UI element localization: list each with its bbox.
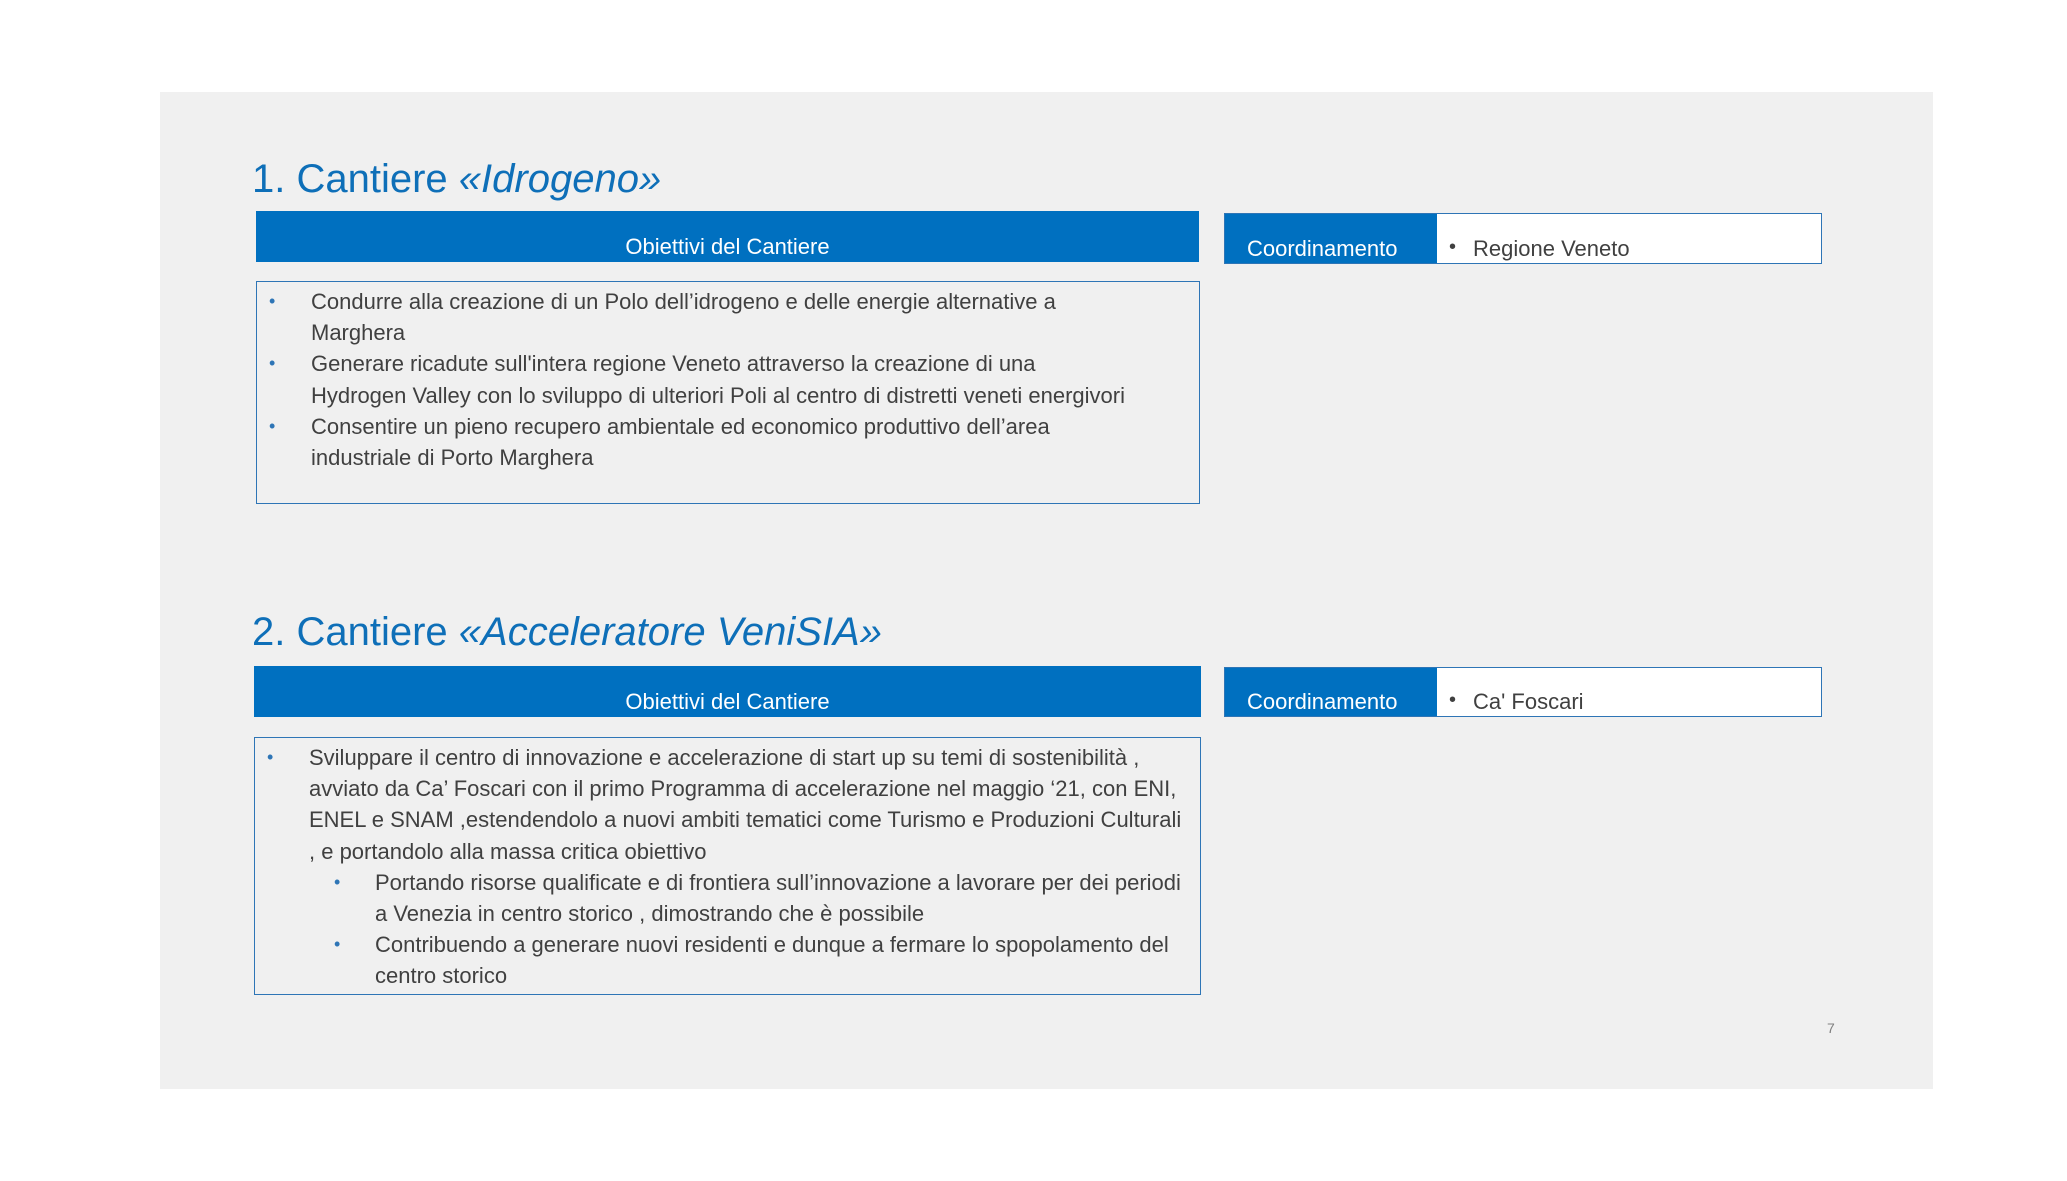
list-item-text: Portando risorse qualificate e di frontiera sull’innovazione a lavorare per dei periodi a Venezia in centro storico , dimostrando che è possibile bbox=[375, 869, 1181, 927]
section-1-coordination-box bbox=[1224, 213, 1822, 264]
bullet-icon: • bbox=[1449, 689, 1457, 711]
list-item-text: Contribuendo a generare nuovi residenti e dunque a fermare lo spopolamento del centro storico bbox=[375, 932, 1169, 989]
section-2-name: «Acceleratore VeniSIA» bbox=[458, 610, 882, 654]
bullet-icon: • bbox=[267, 747, 274, 767]
section-1-coordination-value bbox=[1437, 214, 1821, 263]
list-item bbox=[257, 286, 1129, 348]
list-sub-item bbox=[255, 867, 1186, 929]
bullet-icon: • bbox=[1449, 236, 1457, 258]
section-1-coordination-label bbox=[1225, 214, 1437, 263]
section-1-objectives-box bbox=[256, 281, 1200, 504]
section-1-objectives-label: Obiettivi del Cantiere bbox=[625, 234, 830, 259]
section-2-objectives-label: Obiettivi del Cantiere bbox=[625, 689, 830, 714]
list-item-text: Sviluppare il centro di innovazione e accelerazione di start up su temi di sostenibilità , avviato da Ca’ Foscari con il primo Programma di accelerazione nel maggio ‘21, con ENI, ENEL e SNAM ,estendendolo a nuovi ambiti tematici come Turismo e Produzioni Culturali , e portandolo alla massa critica obiettivo bbox=[309, 745, 1182, 864]
section-2-coordination-label bbox=[1225, 668, 1437, 716]
list-item-text: Generare ricadute sull'intera regione Veneto attraverso la creazione di una Hydrogen Valley con lo sviluppo di ulteriori Poli al centro di distretti veneti energivori bbox=[311, 351, 1125, 408]
list-item-text: Condurre alla creazione di un Polo dell’idrogeno e delle energie alternative a Marghera bbox=[311, 289, 1056, 346]
bullet-icon: • bbox=[269, 415, 276, 436]
section-1-objectives-header bbox=[256, 211, 1199, 262]
bullet-icon: • bbox=[269, 353, 276, 374]
list-item bbox=[255, 742, 1186, 867]
section-1-objectives-list bbox=[257, 286, 1129, 473]
list-item bbox=[257, 411, 1129, 473]
section-2-number: 2. Cantiere bbox=[252, 610, 459, 654]
page-number: 7 bbox=[1827, 1020, 1835, 1036]
bullet-icon: • bbox=[334, 871, 341, 892]
bullet-icon: • bbox=[269, 291, 276, 311]
bullet-icon: • bbox=[334, 934, 341, 955]
section-2-coordination-value-text: Ca' Foscari bbox=[1473, 689, 1584, 714]
section-2-objectives-list bbox=[255, 742, 1186, 992]
section-1-coordination-value-text: Regione Veneto bbox=[1473, 236, 1630, 261]
section-2-coordination-label-text: Coordinamento bbox=[1247, 689, 1398, 714]
list-item bbox=[257, 348, 1129, 410]
slide bbox=[160, 92, 1933, 1089]
section-2-objectives-box bbox=[254, 737, 1201, 995]
list-item-text: Consentire un pieno recupero ambientale ed economico produttivo dell’area industriale di Porto Marghera bbox=[311, 413, 1050, 471]
list-sub-item bbox=[255, 929, 1186, 991]
section-2-objectives-header bbox=[254, 666, 1201, 717]
section-1-number: 1. Cantiere bbox=[252, 157, 459, 201]
section-2-title bbox=[252, 606, 882, 658]
section-1-title bbox=[252, 153, 661, 205]
section-1-name: «Idrogeno» bbox=[458, 157, 662, 201]
section-2-coordination-box bbox=[1224, 667, 1822, 717]
section-2-coordination-value bbox=[1437, 668, 1821, 716]
section-1-coordination-label-text: Coordinamento bbox=[1247, 236, 1398, 261]
